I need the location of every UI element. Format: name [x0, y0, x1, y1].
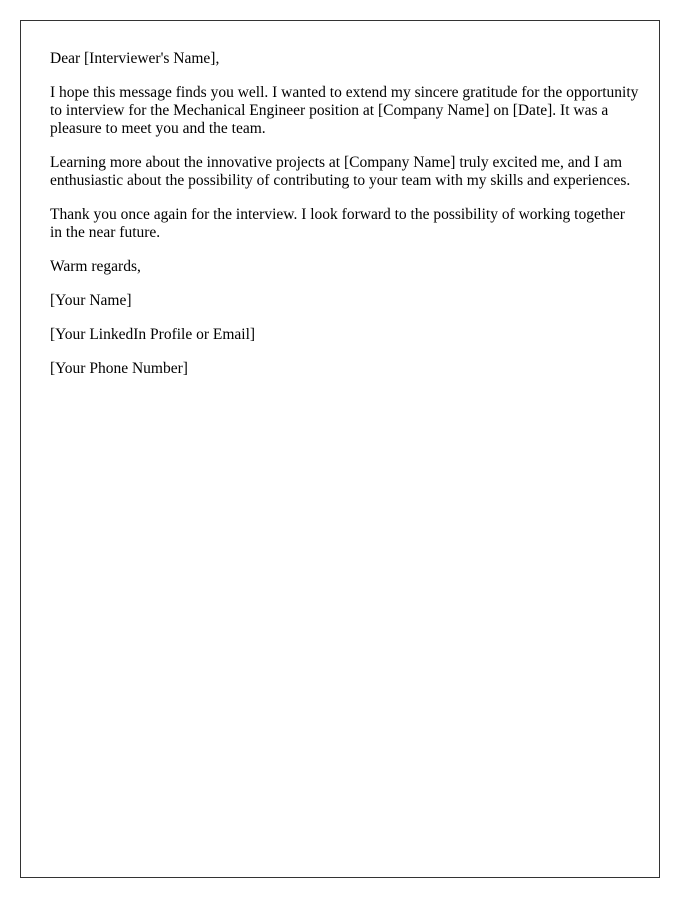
- paragraph-thanks: Thank you once again for the interview. I look forward to the possibility of working together in the near future.: [50, 206, 625, 241]
- signature-name: [Your Name]: [50, 292, 132, 309]
- letter-page: [20, 20, 660, 878]
- paragraph-enthusiasm: Learning more about the innovative projects at [Company Name] truly excited me, and I am enthusiastic about the possibility of contributing to your team with my skills and experiences.: [50, 154, 631, 189]
- signature-phone: [Your Phone Number]: [50, 360, 188, 377]
- closing: Warm regards,: [50, 258, 141, 275]
- salutation: Dear [Interviewer's Name],: [50, 50, 220, 67]
- letter-body: [50, 50, 640, 394]
- paragraph-gratitude: I hope this message finds you well. I wanted to extend my sincere gratitude for the opportunity to interview for the Mechanical Engineer position at [Company Name] on [Date]. It was a pleasure to meet you and the team.: [50, 84, 639, 137]
- signature-contact: [Your LinkedIn Profile or Email]: [50, 326, 256, 343]
